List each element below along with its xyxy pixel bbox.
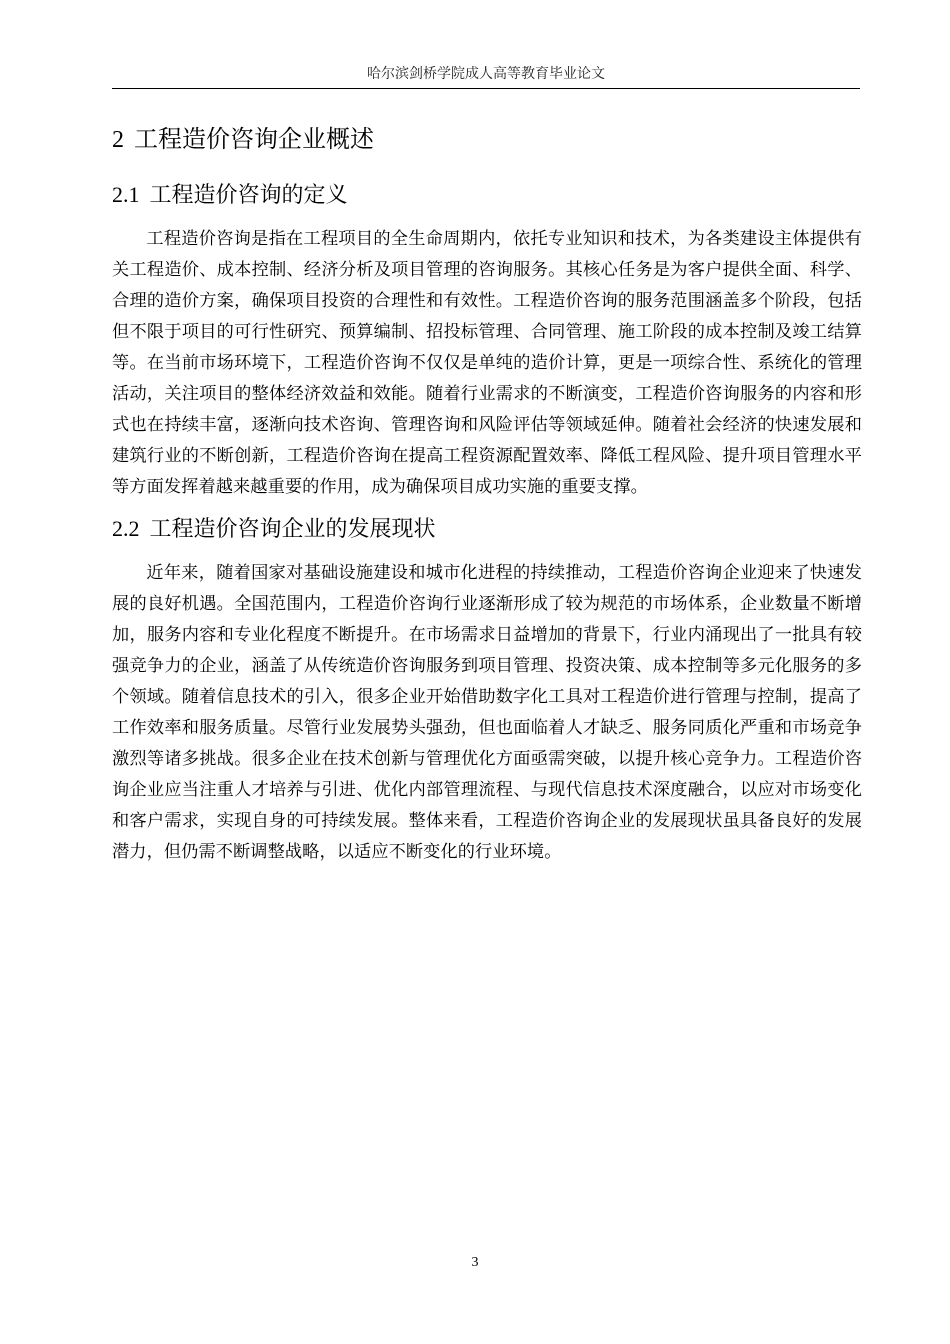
section-2-1-paragraph: 工程造价咨询是指在工程项目的全生命周期内，依托专业知识和技术，为各类建设主体提供有关工程造价、成本控制、经济分析及项目管理的咨询服务。其核心任务是为客户提供全面、科学、合理的造价方案，确保项目投资的合理性和有效性。工程造价咨询的服务范围涵盖多个阶段，包括但不限于项目的可行性研究、预算编制、招投标管理、合同管理、施工阶段的成本控制及竣工结算等。在当前市场环境下，工程造价咨询不仅仅是单纯的造价计算，更是一项综合性、系统化的管理活动，关注项目的整体经济效益和效能。随着行业需求的不断演变，工程造价咨询服务的内容和形式也在持续丰富，逐渐向技术咨询、管理咨询和风险评估等领域延伸。随着社会经济的快速发展和建筑行业的不断创新，工程造价咨询在提高工程资源配置效率、降低工程风险、提升项目管理水平等方面发挥着越来越重要的作用，成为确保项目成功实施的重要支撑。 xyxy=(112,229,862,497)
chapter-number: 2 xyxy=(112,127,124,153)
section-heading-2-1 xyxy=(112,175,862,216)
page-body xyxy=(112,116,862,868)
section-number: 2.2 xyxy=(112,516,140,541)
header-divider xyxy=(112,88,860,89)
section-title: 工程造价咨询企业的发展现状 xyxy=(149,517,436,542)
running-header: 哈尔滨剑桥学院成人高等教育毕业论文 xyxy=(367,66,605,82)
page-number: 3 xyxy=(471,1255,479,1270)
chapter-heading xyxy=(112,116,862,163)
section-title: 工程造价咨询的定义 xyxy=(149,183,348,208)
section-number: 2.1 xyxy=(112,182,140,207)
chapter-title: 工程造价咨询企业概述 xyxy=(134,125,374,153)
section-2-2-paragraph: 近年来，随着国家对基础设施建设和城市化进程的持续推动，工程造价咨询企业迎来了快速发展的良好机遇。全国范围内，工程造价咨询行业逐渐形成了较为规范的市场体系，企业数量不断增加，服务内容和专业化程度不断提升。在市场需求日益增加的背景下，行业内涌现出了一批具有较强竞争力的企业，涵盖了从传统造价咨询服务到项目管理、投资决策、成本控制等多元化服务的多个领域。随着信息技术的引入，很多企业开始借助数字化工具对工程造价进行管理与控制，提高了工作效率和服务质量。尽管行业发展势头强劲，但也面临着人才缺乏、服务同质化严重和市场竞争激烈等诸多挑战。很多企业在技术创新与管理优化方面亟需突破，以提升核心竞争力。工程造价咨询企业应当注重人才培养与引进、优化内部管理流程、与现代信息技术深度融合，以应对市场变化和客户需求，实现自身的可持续发展。整体来看，工程造价咨询企业的发展现状虽具备良好的发展潜力，但仍需不断调整战略，以适应不断变化的行业环境。 xyxy=(112,563,862,862)
section-heading-2-2 xyxy=(112,509,862,550)
